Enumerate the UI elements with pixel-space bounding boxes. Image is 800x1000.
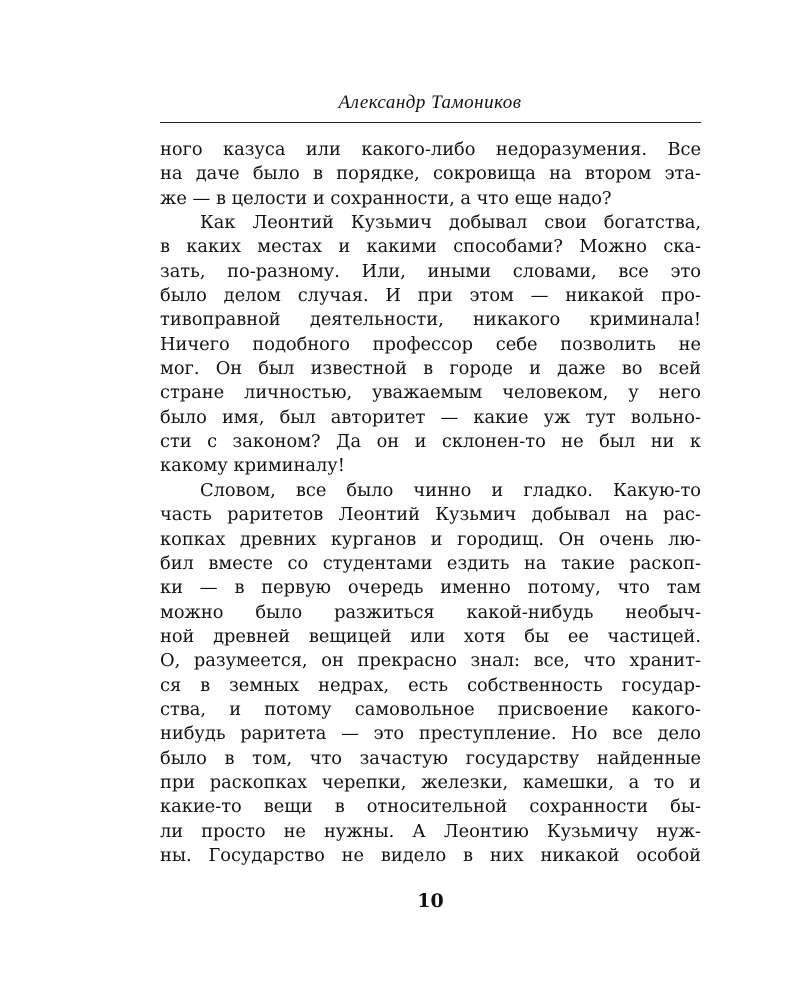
text-line: О, разумеется, он прекрасно знал: все, что хранит-	[160, 650, 701, 672]
text-line: ли просто не нужны. А Леонтию Кузьмичу нуж-	[160, 820, 701, 842]
text-line: ной древней вещицей или хотя бы ее частицей.	[160, 625, 701, 647]
text-line: часть раритетов Леонтий Кузьмич добывал на рас-	[160, 504, 701, 526]
text-line: в каких местах и какими способами? Можно ска-	[160, 236, 701, 258]
text-line: было делом случая. И при этом — никакой про-	[160, 285, 701, 307]
text-line: стране личностью, уважаемым человеком, у него	[160, 382, 701, 404]
text-line: нибудь раритета — это преступление. Но все дело	[160, 723, 701, 745]
text-line: на даче было в порядке, сокровища на втором эта-	[160, 163, 701, 185]
text-line: какому криминалу!	[160, 455, 345, 477]
text-line: было имя, был авторитет — какие уж тут вольно-	[160, 406, 701, 428]
header-rule	[160, 122, 701, 123]
text-line: ного казуса или какого-либо недоразумения. Все	[160, 139, 701, 160]
text-line: ства, и потому самовольное присвоение какого-	[160, 698, 701, 720]
text-line: же — в целости и сохранности, а что еще надо?	[160, 187, 612, 209]
text-line: ны. Государство не видело в них никакой особой	[160, 844, 701, 866]
text-line: ся в земных недрах, есть собственность государ-	[160, 674, 701, 696]
text-line: было в том, что зачастую государству найденные	[160, 747, 701, 769]
text-line: какие-то вещи в относительной сохранности бы-	[160, 796, 701, 818]
text-line: зать, по-разному. Или, иными словами, все это	[160, 260, 701, 282]
text-line: сти с законом? Да он и склонен-то не был ни к	[160, 431, 701, 453]
text-line: Словом, все было чинно и гладко. Какую-то	[200, 479, 701, 501]
text-line: при раскопках черепки, железки, камешки, а то и	[160, 771, 701, 793]
text-line: ки — в первую очередь именно потому, что там	[160, 577, 701, 599]
body-text	[160, 138, 701, 868]
text-line: мог. Он был известной в городе и даже во всей	[160, 358, 701, 380]
text-line: тивоправной деятельности, никакого криминала!	[160, 309, 701, 331]
text-line: Ничего подобного профессор себе позволить не	[160, 333, 701, 355]
text-line: можно было разжиться какой-нибудь необыч-	[160, 601, 701, 623]
text-line: бил вместе со студентами ездить на такие раскоп-	[160, 552, 701, 574]
text-line: копках древних курганов и городищ. Он очень лю-	[160, 528, 701, 550]
running-header: Александр Тамоников	[338, 92, 522, 113]
text-line: Как Леонтий Кузьмич добывал свои богатства,	[200, 212, 701, 234]
page-number: 10	[417, 890, 444, 912]
